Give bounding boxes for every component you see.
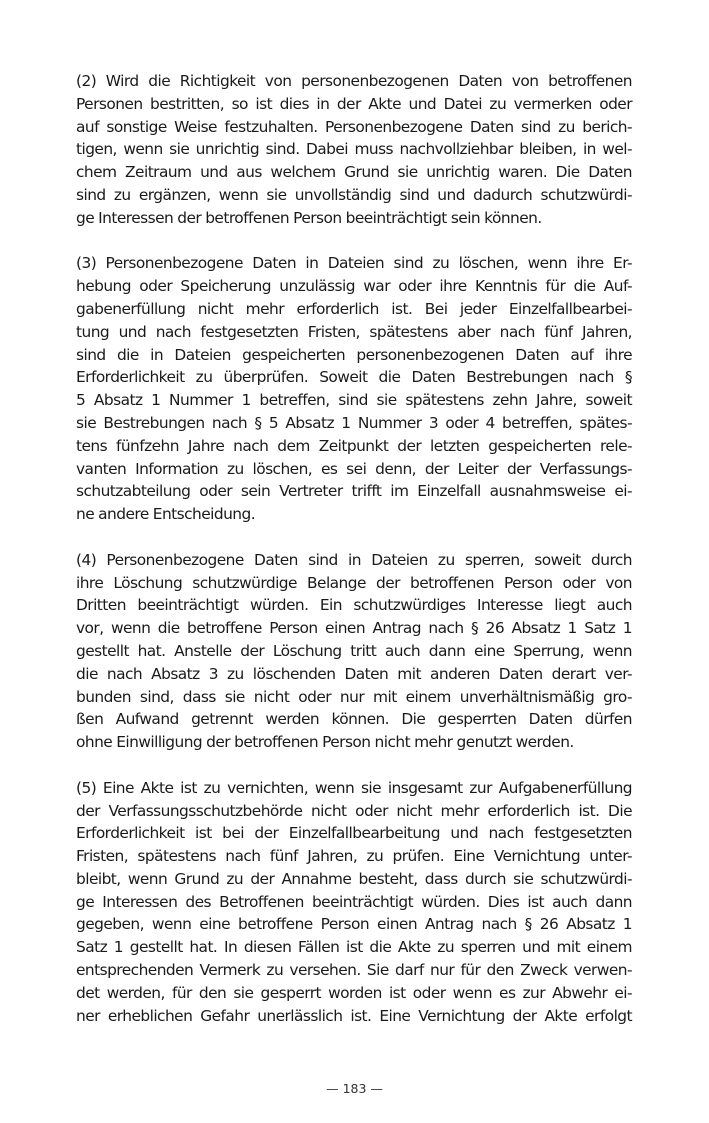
text-line: Fristen, spätestens nach fünf Jahren, zu prüfen. Eine Vernichtung unter- (76, 847, 632, 866)
text-line: hebung oder Speicherung unzulässig war oder ihre Kenntnis für die Auf- (76, 277, 632, 296)
text-line: der Verfassungsschutzbehörde nicht oder nicht mehr erforderlich ist. Die (76, 801, 632, 820)
text-line: Erforderlichkeit zu überprüfen. Soweit die Daten Bestrebungen nach § (76, 368, 632, 387)
text-line: ohne Einwilligung der betroffenen Person nicht mehr genutzt werden. (76, 733, 574, 752)
text-line: ne andere Entscheidung. (76, 505, 256, 524)
text-line: bleibt, wenn Grund zu der Annahme besteht, dass durch sie schutzwürdi- (76, 869, 632, 888)
body-text (76, 70, 632, 1027)
text-line: ge Interessen der betroffenen Person beeinträchtigt sein können. (76, 208, 542, 227)
text-line: Dritten beeinträchtigt würden. Ein schutzwürdiges Interesse liegt auch (76, 596, 632, 615)
page-number: — 183 — (326, 1081, 383, 1096)
paragraph-2 (76, 70, 632, 230)
text-line: sie Bestrebungen nach § 5 Absatz 1 Nummer 3 oder 4 betreffen, spätes- (76, 413, 632, 432)
text-line: chem Zeitraum und aus welchem Grund sie unrichtig waren. Die Daten (76, 163, 632, 182)
text-line: 5 Absatz 1 Nummer 1 betreffen, sind sie spätestens zehn Jahre, soweit (76, 391, 632, 410)
text-line: tung und nach festgesetzten Fristen, spätestens aber nach fünf Jahren, (76, 322, 632, 341)
text-line: vor, wenn die betroffene Person einen Antrag nach § 26 Absatz 1 Satz 1 (76, 619, 632, 638)
text-line: (2) Wird die Richtigkeit von personenbezogenen Daten von betroffenen (76, 72, 632, 90)
text-line: vanten Information zu löschen, es sei denn, der Leiter der Verfassungs- (76, 459, 632, 478)
text-line: Personen bestritten, so ist dies in der Akte und Datei zu vermerken oder (76, 94, 632, 113)
text-line: Satz 1 gestellt hat. In diesen Fällen ist die Akte zu sperren und mit einem (76, 938, 632, 957)
text-line: (3) Personenbezogene Daten in Dateien sind zu löschen, wenn ihre Er- (76, 254, 632, 273)
text-line: schutzabteilung oder sein Vertreter trifft im Einzelfall ausnahmsweise ei- (76, 482, 632, 501)
text-line: (4) Personenbezogene Daten sind in Dateien zu sperren, soweit durch (76, 550, 632, 569)
text-line: sind zu ergänzen, wenn sie unvollständig sind und dadurch schutzwürdi- (76, 185, 632, 204)
text-line: auf sonstige Weise festzuhalten. Personenbezogene Daten sind zu berich- (76, 117, 632, 136)
text-line: ßen Aufwand getrennt werden können. Die gesperrten Daten dürfen (76, 710, 632, 729)
text-line: sind die in Dateien gespeicherten personenbezogenen Daten auf ihre (76, 345, 632, 364)
text-line: ihre Löschung schutzwürdige Belange der betroffenen Person oder von (76, 573, 632, 592)
text-line: det werden, für den sie gesperrt worden ist oder wenn es zur Abwehr ei- (76, 983, 632, 1002)
text-line: ge Interessen des Betroffenen beeinträchtigt würden. Dies ist auch dann (76, 892, 632, 911)
paragraph-3 (76, 252, 632, 526)
paragraph-4 (76, 549, 632, 754)
text-line: (5) Eine Akte ist zu vernichten, wenn sie insgesamt zur Aufgabenerfüllung (76, 778, 632, 797)
text-line: gegeben, wenn eine betroffene Person einen Antrag nach § 26 Absatz 1 (76, 915, 632, 934)
text-line: tens fünfzehn Jahre nach dem Zeitpunkt der letzten gespeicherten rele- (76, 436, 632, 455)
text-line: entsprechenden Vermerk zu versehen. Sie darf nur für den Zweck verwen- (76, 961, 632, 980)
text-line: Erforderlichkeit ist bei der Einzelfallbearbeitung und nach festgesetzten (76, 824, 632, 843)
text-line: die nach Absatz 3 zu löschenden Daten mit anderen Daten derart ver- (76, 664, 632, 683)
text-line: ner erheblichen Gefahr unerlässlich ist. Eine Vernichtung der Akte erfolgt (76, 1006, 632, 1025)
paragraph-5 (76, 777, 632, 1028)
text-line: gestellt hat. Anstelle der Löschung tritt auch dann eine Sperrung, wenn (76, 641, 632, 660)
text-line: bunden sind, dass sie nicht oder nur mit einem unverhältnismäßig gro- (76, 687, 632, 706)
text-line: gabenerfüllung nicht mehr erforderlich ist. Bei jeder Einzelfallbearbei- (76, 299, 632, 318)
text-line: tigen, wenn sie unrichtig sind. Dabei muss nachvollziehbar bleiben, in wel- (76, 140, 632, 159)
